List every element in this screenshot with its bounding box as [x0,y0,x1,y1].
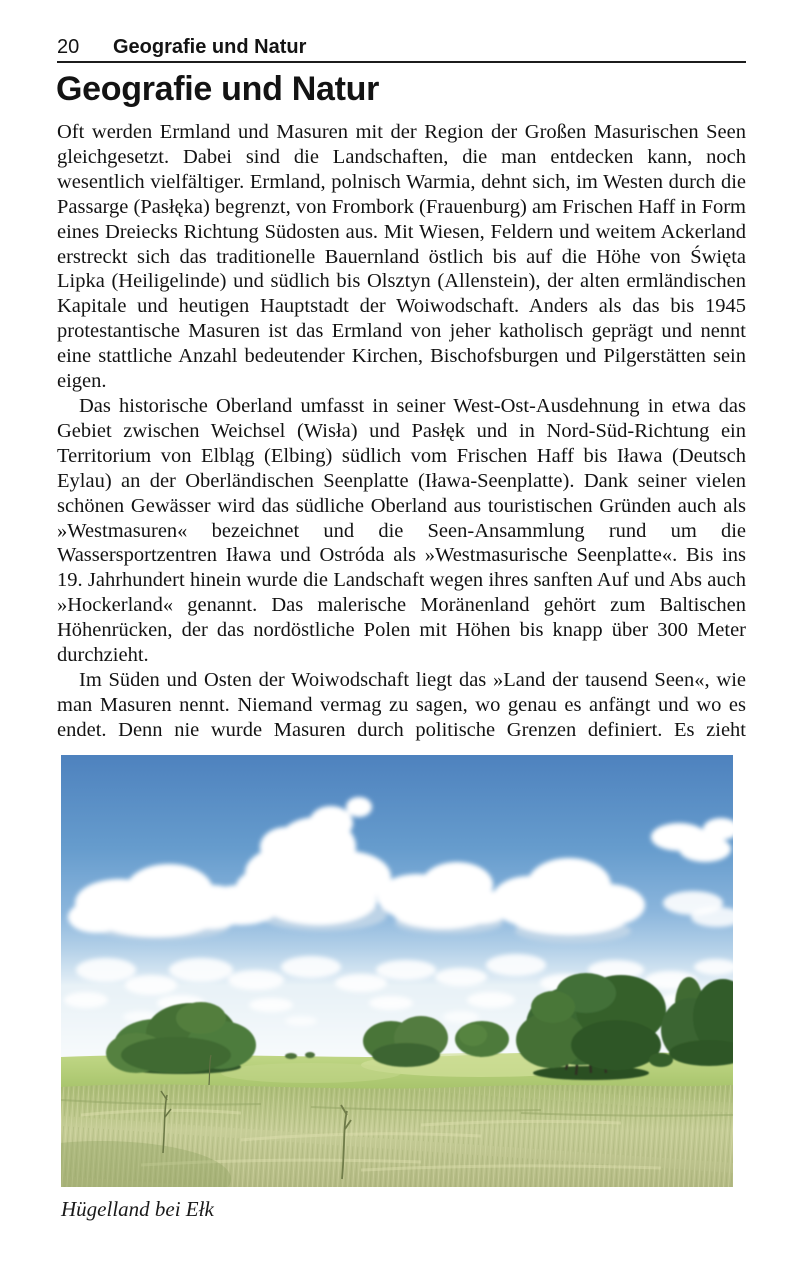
paragraph-3: Im Süden und Osten der Woiwodschaft liegt das »Land der tausend Seen«, wie man Masuren nennt. Niemand vermag zu sagen, wo genau es anfängt und wo es endet. Denn nie wurde Masuren durch politische Grenzen definiert. Es zieht [57,668,746,741]
running-header [57,36,746,58]
page-number: 20 [57,36,80,58]
landscape-photo [61,755,733,1187]
header-divider [57,61,746,63]
chapter-title: Geografie und Natur [56,70,379,108]
tree-round [455,1021,509,1057]
article-body [57,120,746,743]
paragraph-2: Das historische Oberland umfasst in seiner West-Ost-Ausdehnung in etwa das Gebiet zwischen Weichsel (Wisła) und Pasłęk und in Nord-Süd-Richtung ein Territorium von Elbląg (Elbing) südlich vom Frischen Haff bis Iława (Deutsch Eylau) an der Oberländischen Seenplatte (Iława-Seenplatte). Dank seiner vielen schönen Gewässer wird das südliche Oberland aus touristischen Gründen auch als »Westmasuren« bezeichnet und die Seen-Ansammlung rund um die Wassersportzentren Iława und Ostróda als »Westmasurische Seenplatte«. Bis ins 19. Jahrhundert hinein wurde die Landschaft wegen ihres sanften Auf und Abs auch »Hockerland« genannt. Das malerische Moränenland gehört zum Baltischen Höhenrücken, der das nordöstliche Polen mit Höhen bis knapp über 300 Meter durchzieht. [57,394,746,667]
running-header-title: Geografie und Natur [113,36,307,58]
sunlit-patch-2 [221,1063,401,1083]
paragraph-1: Oft werden Ermland und Masuren mit der Region der Großen Masurischen Seen gleichgesetzt. Dabei sind die Landschaften, die man entdecken kann, noch wesentlich vielfältiger. Ermland, polnisch Warmia, dehnt sich, im Westen durch die Passarge (Pasłęka) begrenzt, von Frombork (Frauenburg) am Frischen Haff in Form eines Dreiecks Richtung Südosten aus. Mit Wiesen, Feldern und weitem Ackerland erstreckt sich das traditionelle Bauernland östlich bis auf die Höhe von Święta Lipka (Heiligelinde) und südlich bis Olsztyn (Allenstein), der alten ermländischen Kapitale und heutigen Hauptstadt der Woiwodschaft. Anders als das bis 1945 protestantische Masuren ist das Ermland von jeher katholisch geprägt und nennt eine stattliche Anzahl bedeutender Kirchen, Bischofsburgen und Pilgerstätten sein eigen. [57,121,746,393]
photo-caption: Hügelland bei Ełk [61,1197,214,1221]
landscape-photo-art [61,755,733,1187]
